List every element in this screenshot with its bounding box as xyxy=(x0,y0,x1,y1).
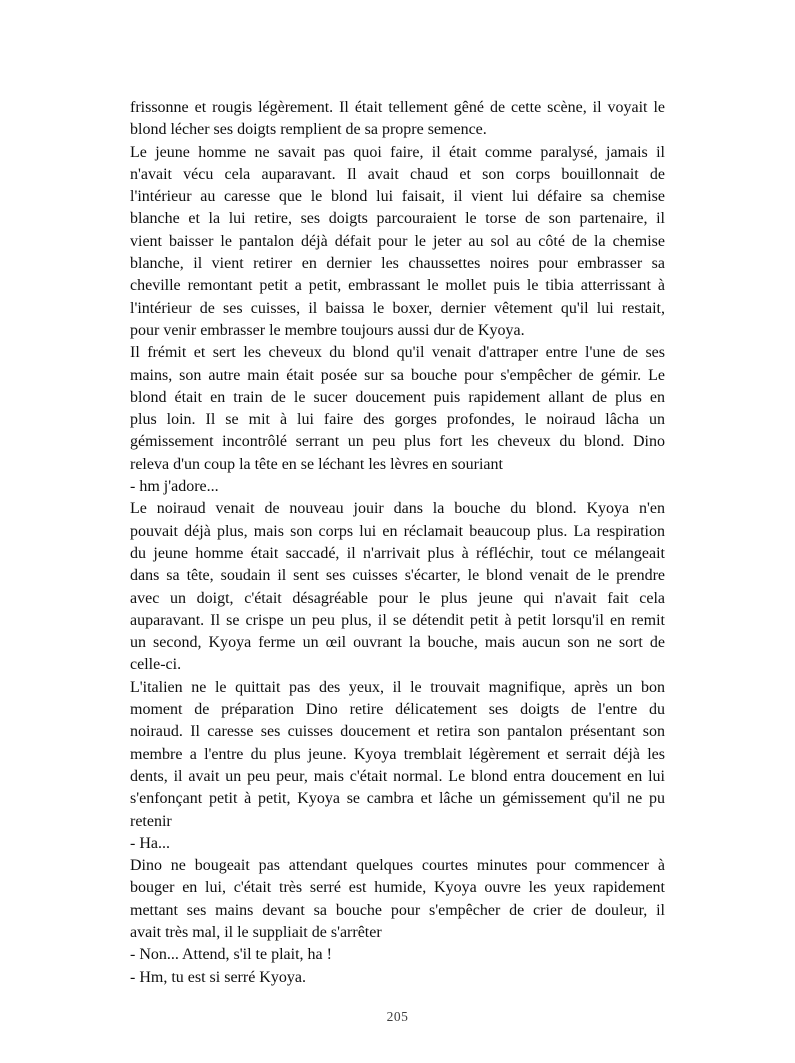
text-line: blanche, il vient retirer en dernier les chaussettes noires pour embrasser sa xyxy=(130,255,665,273)
dialogue-line: - Ha... xyxy=(130,834,170,852)
dialogue-line: - Hm, tu est si serré Kyoya. xyxy=(130,968,306,986)
text-line: L'italien ne le quittait pas des yeux, il le trouvait magnifique, après un bon xyxy=(130,678,665,696)
text-line: Le noiraud venait de nouveau jouir dans la bouche du blond. Kyoya n'en xyxy=(130,500,665,518)
text-line: celle-ci. xyxy=(130,656,182,674)
text-line: cheville remontant petit a petit, embrassant le mollet puis le tibia atterrissant à xyxy=(130,277,665,295)
text-line: membre a l'entre du plus jeune. Kyoya tremblait légèrement et serrait déjà les xyxy=(130,745,665,763)
text-line: Dino ne bougeait pas attendant quelques courtes minutes pour commencer à xyxy=(130,857,665,875)
text-line: blond lécher ses doigts remplient de sa propre semence. xyxy=(130,121,487,139)
text-line: un second, Kyoya ferme un œil ouvrant la bouche, mais aucun son ne sort de xyxy=(130,634,665,652)
text-line: du jeune homme était saccadé, il n'arrivait plus à réfléchir, tout ce mélangeait xyxy=(130,544,665,562)
text-line: Il frémit et sert les cheveux du blond qu'il venait d'attraper entre l'une de ses xyxy=(130,344,665,362)
text-line: dans sa tête, soudain il sent ses cuisses s'écarter, le blond venait de le prendre xyxy=(130,567,665,585)
text-line: s'enfonçant petit à petit, Kyoya se cambra et lâche un gémissement qu'il ne pu xyxy=(130,790,665,808)
text-line: releva d'un coup la tête en se léchant les lèvres en souriant xyxy=(130,455,503,473)
text-line: vient baisser le pantalon déjà défait pour le jeter au sol au côté de la chemise xyxy=(130,232,665,250)
text-line: blond était en train de le sucer doucement puis rapidement allant de plus en xyxy=(130,388,665,406)
text-line: moment de préparation Dino retire délicatement ses doigts de l'entre du xyxy=(130,701,665,719)
text-line: gémissement incontrôlé serrant un peu plus fort les cheveux du blond. Dino xyxy=(130,433,665,451)
text-line: mettant ses mains devant sa bouche pour s'empêcher de crier de douleur, il xyxy=(130,901,665,919)
text-line: mains, son autre main était posée sur sa bouche pour s'empêcher de gémir. Le xyxy=(130,366,665,384)
text-line: dents, il avait un peu peur, mais c'était normal. Le blond entra doucement en lui xyxy=(130,767,665,785)
text-line: Le jeune homme ne savait pas quoi faire, il était comme paralysé, jamais il xyxy=(130,143,665,161)
dialogue-line: - Non... Attend, s'il te plait, ha ! xyxy=(130,946,332,964)
text-line: retenir xyxy=(130,812,172,830)
text-line: bouger en lui, c'était très serré est humide, Kyoya ouvre les yeux rapidement xyxy=(130,879,665,897)
text-line: l'intérieur au caresse que le blond lui faisait, il vient lui défaire sa chemise xyxy=(130,188,665,206)
text-block xyxy=(130,97,665,989)
text-line: avec un doigt, c'était désagréable pour le plus jeune qui n'avait fait cela xyxy=(130,589,665,607)
text-line: pouvait déjà plus, mais son corps lui en réclamait beaucoup plus. La respiration xyxy=(130,522,665,540)
text-line: pour venir embrasser le membre toujours aussi dur de Kyoya. xyxy=(130,321,525,339)
text-line: avait très mal, il le suppliait de s'arrêter xyxy=(130,923,382,941)
dialogue-line: - hm j'adore... xyxy=(130,478,219,496)
text-line: noiraud. Il caresse ses cuisses doucement et retira son pantalon présentant son xyxy=(130,723,665,741)
text-line: n'avait vécu cela auparavant. Il avait chaud et son corps bouillonnait de xyxy=(130,165,665,183)
text-line: auparavant. Il se crispe un peu plus, il se détendit petit à petit lorsqu'il en remit xyxy=(130,611,665,629)
text-line: l'intérieur de ses cuisses, il baissa le boxer, dernier vêtement qu'il lui restait, xyxy=(130,299,665,317)
page-number: 205 xyxy=(386,1009,409,1024)
text-line: plus loin. Il se mit à lui faire des gorges profondes, le noiraud lâcha un xyxy=(130,411,665,429)
text-line: frissonne et rougis légèrement. Il était tellement gêné de cette scène, il voyait le xyxy=(130,99,665,116)
text-line: blanche et la lui retire, ses doigts parcouraient le torse de son partenaire, il xyxy=(130,210,665,228)
